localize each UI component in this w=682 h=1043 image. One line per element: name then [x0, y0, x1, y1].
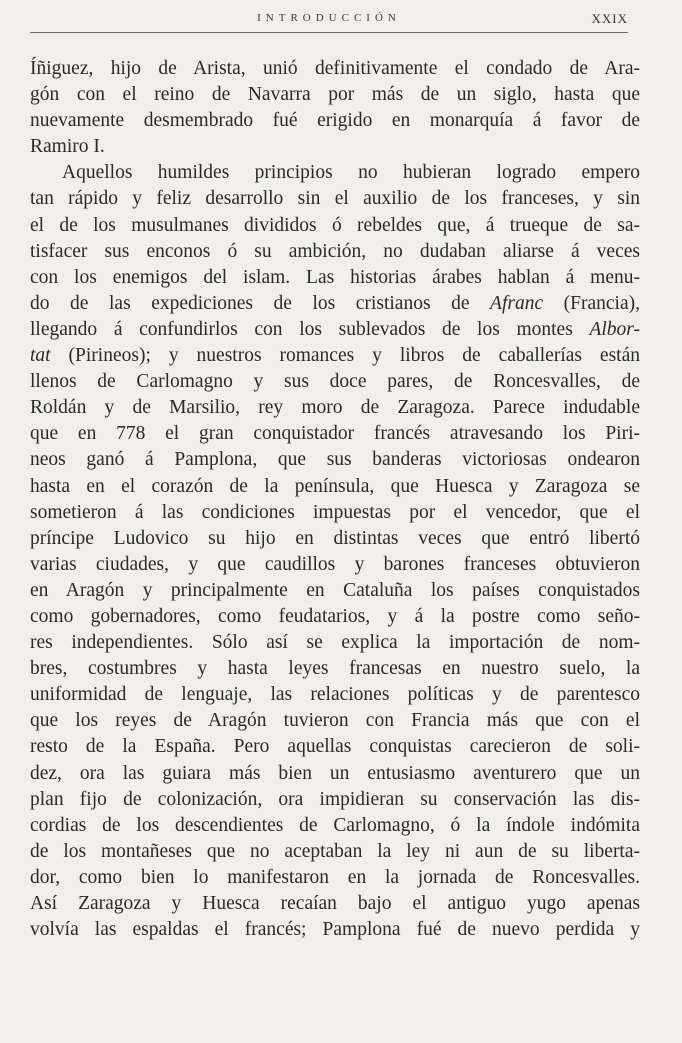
- text-run: do de las expediciones de los cristianos de: [30, 292, 491, 314]
- text-line: nuevamente desmembrado fué erigido en monarquía á favor de: [30, 110, 640, 132]
- text-line: neos ganó á Pamplona, que sus banderas victoriosas ondearon: [30, 449, 640, 471]
- text-line: res independientes. Sólo así se explica la importación de nom-: [30, 632, 640, 654]
- text-line: Ramiro I.: [30, 136, 105, 158]
- text-line: gón con el reino de Navarra por más de un siglo, hasta que: [30, 84, 640, 106]
- text-line: que los reyes de Aragón tuvieron con Francia más que con el: [30, 710, 640, 732]
- text-line: con los enemigos del islam. Las historias árabes hablan á menu-: [30, 266, 640, 288]
- text-line: hasta en el corazón de la península, que Huesca y Zaragoza se: [30, 475, 640, 497]
- text-line: resto de la España. Pero aquellas conquistas carecieron de soli-: [30, 736, 640, 758]
- body-text: [30, 56, 640, 943]
- italic-term: Albor-: [589, 318, 640, 340]
- text-line: dez, ora las guiara más bien un entusiasmo aventurero que un: [30, 762, 640, 784]
- italic-term: tat: [30, 345, 51, 367]
- text-line: [30, 317, 640, 343]
- text-line: uniformidad de lenguaje, las relaciones políticas y de parentesco: [30, 684, 640, 706]
- text-line: de los montañeses que no aceptaban la ley ni aun de su liberta-: [30, 840, 640, 862]
- text-line: volvía las espaldas el francés; Pamplona fué de nuevo perdida y: [30, 919, 640, 941]
- text-line: en Aragón y principalmente en Cataluña los países conquistados: [30, 579, 640, 601]
- text-line: plan fijo de colonización, ora impidieran su conservación las dis-: [30, 788, 640, 810]
- text-line: dor, como bien lo manifestaron en la jornada de Roncesvalles.: [30, 866, 640, 888]
- text-line: [30, 343, 640, 369]
- text-line: el de los musulmanes divididos ó rebeldes que, á trueque de sa-: [30, 214, 640, 236]
- paragraph-1: [30, 56, 640, 160]
- running-title: INTRODUCCIÓN: [257, 12, 401, 24]
- page-header: [30, 10, 628, 33]
- paragraph-2: [30, 160, 640, 943]
- italic-term: Afranc: [490, 292, 544, 314]
- text-line: como gobernadores, como feudatarios, y á la postre como seño-: [30, 605, 640, 627]
- text-line: [30, 291, 640, 317]
- text-line: príncipe Ludovico su hijo en distintas veces que entró libertó: [30, 527, 640, 549]
- text-run: (Francia),: [543, 292, 640, 314]
- text-line: cordias de los descendientes de Carlomagno, ó la índole indómita: [30, 814, 640, 836]
- text-line: Así Zaragoza y Huesca recaían bajo el antiguo yugo apenas: [30, 893, 640, 914]
- text-run: (Pirineos); y nuestros romances y libros de caballerías están: [50, 345, 640, 367]
- text-line: tisfacer sus enconos ó su ambición, no dudaban aliarse á veces: [30, 240, 640, 262]
- page-number: XXIX: [591, 11, 628, 26]
- text-line: Roldán y de Marsilio, rey moro de Zaragoza. Parece indudable: [30, 397, 640, 419]
- text-line: sometieron á las condiciones impuestas por el vencedor, que el: [30, 501, 640, 523]
- text-line: tan rápido y feliz desarrollo sin el auxilio de los franceses, y sin: [30, 188, 640, 210]
- text-line: Íñiguez, hijo de Arista, unió definitivamente el condado de Ara-: [30, 58, 640, 79]
- text-line: que en 778 el gran conquistador francés atravesando los Piri-: [30, 423, 640, 445]
- text-line: varias ciudades, y que caudillos y barones franceses obtuvieron: [30, 553, 640, 575]
- text-line: bres, costumbres y hasta leyes francesas en nuestro suelo, la: [30, 658, 640, 680]
- text-line: Aquellos humildes principios no hubieran logrado empero: [62, 162, 640, 184]
- text-run: llegando á confundirlos con los sublevados de los montes: [30, 318, 590, 340]
- text-line: llenos de Carlomagno y sus doce pares, de Roncesvalles, de: [30, 371, 640, 393]
